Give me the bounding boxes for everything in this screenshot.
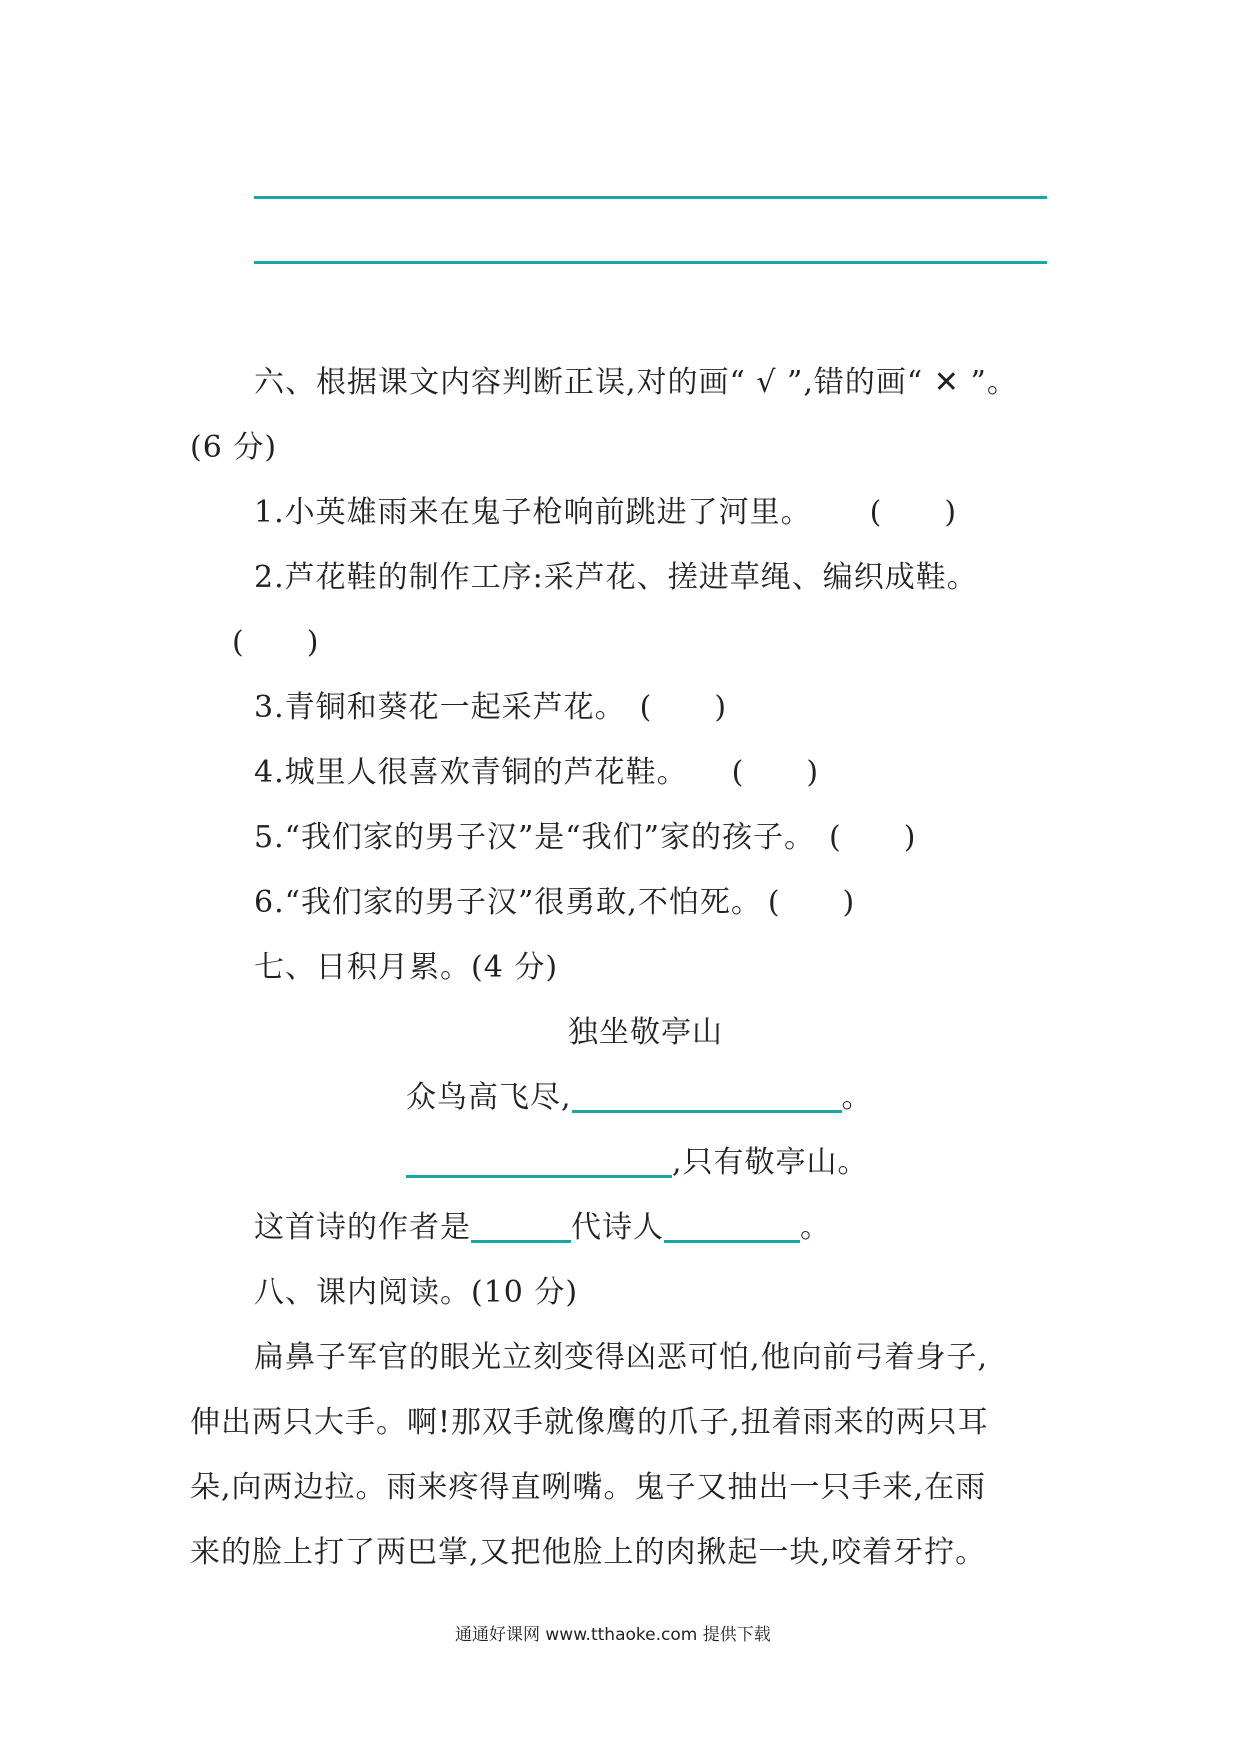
poem-line-1 xyxy=(406,1072,873,1116)
question-2 xyxy=(254,552,978,596)
author-question xyxy=(254,1202,831,1246)
footer-text: 通通好课网 www.tthaoke.com 提供下载 xyxy=(455,1625,771,1645)
answer-bracket[interactable]: ( ) xyxy=(869,495,958,530)
section6-heading: 六、根据课文内容判断正误,对的画“ √ ”,错的画“ ✕ ”。 xyxy=(254,365,1018,400)
poet-blank[interactable] xyxy=(664,1210,800,1243)
dynasty-blank[interactable] xyxy=(471,1210,571,1243)
question-1 xyxy=(254,487,957,531)
question-text: 4.城里人很喜欢青铜的芦花鞋。 xyxy=(254,755,688,790)
author-prefix: 这首诗的作者是 xyxy=(254,1210,471,1245)
question-text: 1.小英雄雨来在鬼子枪响前跳进了河里。 xyxy=(254,495,812,530)
answer-bracket[interactable]: ( ) xyxy=(639,690,728,725)
question-text: 5.“我们家的男子汉”是“我们”家的孩子。 xyxy=(254,820,815,855)
section6-score: (6 分) xyxy=(190,430,278,465)
answer-line-1[interactable] xyxy=(254,196,1047,199)
poem-line-1-prefix: 众鸟高飞尽, xyxy=(406,1080,572,1115)
poem-title: 独坐敬亭山 xyxy=(568,1015,723,1050)
question-4 xyxy=(254,747,819,791)
answer-bracket[interactable]: ( ) xyxy=(232,625,320,660)
question-3 xyxy=(254,682,727,726)
question-text: 6.“我们家的男子汉”很勇敢,不怕死。 xyxy=(254,885,762,920)
answer-bracket[interactable]: ( ) xyxy=(828,820,917,855)
poem-line-2-suffix: ,只有敬亭山。 xyxy=(672,1145,869,1180)
question-5 xyxy=(254,812,916,856)
poem-line-2 xyxy=(406,1137,869,1181)
poem-line-1-suffix: 。 xyxy=(841,1080,873,1115)
passage-line: 朵,向两边拉。雨来疼得直咧嘴。鬼子又抽出一只手来,在雨 xyxy=(190,1470,987,1505)
poem-blank-1[interactable] xyxy=(572,1080,842,1113)
passage-line: 伸出两只大手。啊!那双手就像鹰的爪子,扭着雨来的两只耳 xyxy=(190,1405,989,1440)
poem-blank-2[interactable] xyxy=(406,1145,672,1178)
author-mid: 代诗人 xyxy=(571,1210,664,1245)
question-text: 3.青铜和葵花一起采芦花。 xyxy=(254,690,626,725)
answer-bracket[interactable]: ( ) xyxy=(767,885,856,920)
author-suffix: 。 xyxy=(800,1210,831,1245)
question-text: 2.芦花鞋的制作工序:采芦花、搓进草绳、编织成鞋。 xyxy=(254,560,978,595)
question-6 xyxy=(254,877,855,921)
passage-line: 扁鼻子军官的眼光立刻变得凶恶可怕,他向前弓着身子, xyxy=(254,1340,989,1375)
section8-heading: 八、课内阅读。(10 分) xyxy=(254,1275,579,1310)
passage-line: 来的脸上打了两巴掌,又把他脸上的肉揪起一块,咬着牙拧。 xyxy=(190,1535,987,1570)
section7-heading: 七、日积月累。(4 分) xyxy=(254,950,559,985)
answer-line-2[interactable] xyxy=(254,261,1047,264)
answer-bracket[interactable]: ( ) xyxy=(731,755,820,790)
